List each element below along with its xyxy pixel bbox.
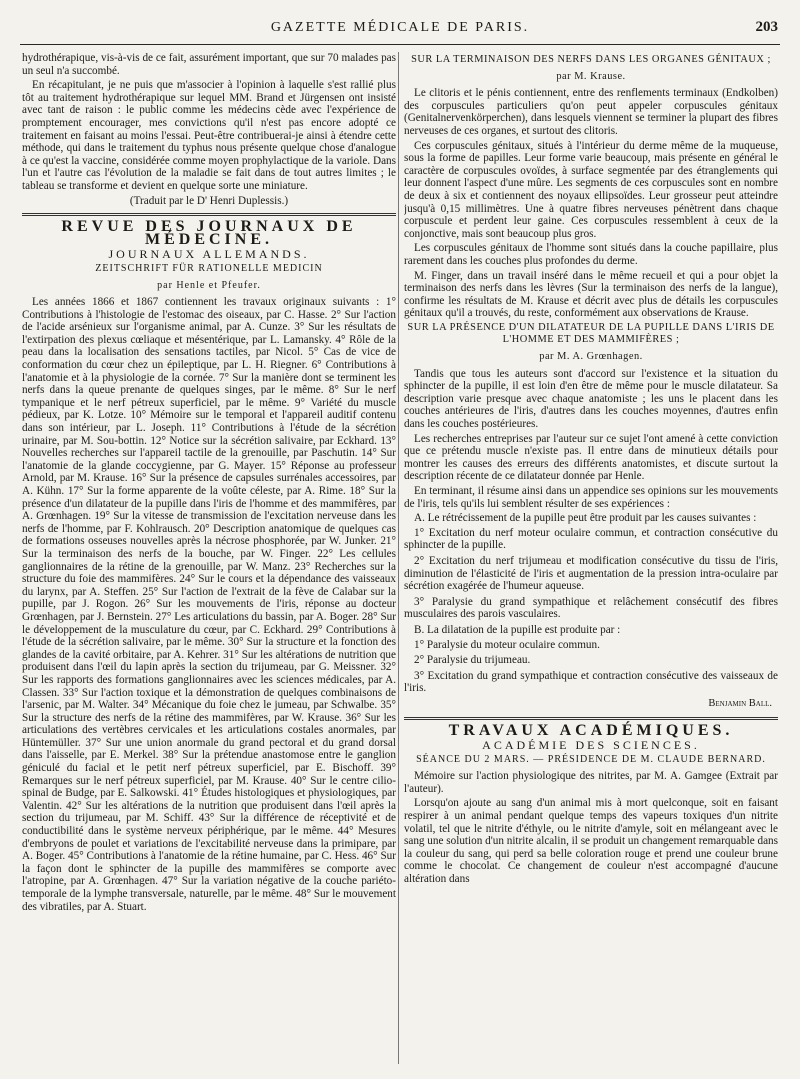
- page-number: 203: [755, 19, 778, 35]
- article-2-item-4: 1° Paralysie du moteur oculaire commun.: [414, 638, 600, 651]
- left-column: [22, 52, 396, 1064]
- article-2-paragraph-1: Tandis que tous les auteurs sont d'accord sur l'existence et la situation du sphincter de la pupille, il est loin d'en être de même pour le muscle dilatateur. Sa description varie presque avec chaque anatomiste ; les uns le placent dans les couches antérieures de l'iris, d'autres dans les couches moyennes, d'autres enfin dans les couches postérieures.: [404, 367, 778, 431]
- article-2-paragraph-2: Les recherches entreprises par l'auteur sur ce sujet l'ont amené à cette conviction que ce prétendu muscle n'existe pas. Il entre dans de minutieux détails pour montrer les causes des erreurs des différents anatomistes, et discute surtout la description récente de ce dilatateur donnée par Henle.: [404, 432, 778, 483]
- contents-list: Les années 1866 et 1867 contiennent les travaux originaux suivants : 1° Contributions à l'histologie de l'estomac des oiseaux, par C. Hasse. 2° Sur l'action de l'acide arsénieux sur l'organisme animal, par A. Cunze. 3° Sur les résultats de l'extirpation des plexus cœliaque et mésentérique, par L. Lamansky. 4° Rôle de la peau dans la localisation des sensations tactiles, par Nicol. 5° Cas de vice de conformation du cœur chez un épileptique, par L. H. Riegner. 6° Contributions à l'anatomie et à la physiologie de la cornée. 7° Sur la manière dont se terminent les nerfs dans la queue prenante de quelques singes, par le même. 8° Sur le nerf tympanique et le nerf pétreux superficiel, par le même. 9° Variété du muscle pédieux, par K. Lotze. 10° Mémoire sur le temporal et l'appareil auditif contenu dans son intérieur, par L. Joseph. 11° Contributions à l'étude de la sécrétion urinaire, par M. Sou-bottin. 12° Notice sur la sécrétion salivaire, par Eckhard. 13° Nouvelles recherches sur l'appareil tactile de la grenouille, par Paschutin. 14° Sur l'anatomie de la glande coccygienne, par G. Mayer. 15° Réponse au professeur Arnold, par M. Krause. 16° Sur la présence de capsules surrénales accessoires, par A. Kühn. 17° Sur la forme apparente de la voûte céleste, par A. Rime. 18° Sur la présence d'un dilatateur de la pupille dans l'iris de l'homme et des mammifères, par A. Grœnhagen. 19° Sur la vitesse de transmission de l'excitation nerveuse dans les nerfs de l'homme, par F. Kohlrausch. 20° Description anatomique de quelques cas de formations osseuses nouvelles après la nécrose phosphorée, par W. Junker. 21° Sur la terminaison des nerfs de la bouche, par W. Finger. 22° Les cellules ganglionnaires de la rétine de la grenouille, par W. Manz. 23° Recherches sur la structure du foie des mammifères. 24° Sur le cours et la dépendance des vaisseaux du larynx, par A. Steffen. 25° Sur l'action de l'extrait de la fève de Calabar sur la pupille, par J. Rogon. 26° Sur les mouvements de l'iris, réponse au docteur Grœnhagen, par J. Bernstein. 27° Les articulations du bassin, par A. Boger. 28° Sur le développement de la musculature du cœur, par C. Eckhard. 29° Contributions à l'étude de la sécrétion salivaire, par le même. 30° Sur la structure et la fonction des glandes de la cavité orbitaire, par A. Kehrer. 31° Sur les altérations de nutrition que produisent dans l'œil du lapin après la section du trijumeau, par G. Meissner. 32° Sur les rapports des formations ganglionnaires avec les sciences médicales, par A. Classen. 33° Sur l'action toxique et la démonstration de quelques combinaisons de l'arsenic, par M. Walter. 34° Mécanique du foie chez le jumeau, par Schwalbe. 35° Sur la structure des nerfs de la rétine des mammifères, par W. Krause. 36° Sur les articulations des vertèbres cervicales et les articulations costales anormales, par Hüntemüller. 37° Sur une union anormale du grand pectoral et du grand dorsal dans l'aisselle, par E. Merkel. 38° Sur la prétendue anastomose entre le ganglion géniculé du facial et le petit nerf pétreux superficiel, par E. Bischoff. 39° Remarques sur le nerf pétreux superficiel, par M. Krause. 40° Sur le centre cilio-spinal de Budge, par E. Salkowski. 41° Études histologiques et physiologiques, par Valentin. 42° Sur les altérations de la nutrition que produisent dans l'œil après la section du trijumeau, par M. Schiff. 43° Sur la différence de réceptivité et de conductibilité dans le système nerveux périphérique, par le même. 44° Mesures d'embryons de poulet et variations de l'excitabilité nerveuse dans la primipare, par A. Boger. 45° Contributions à l'anatomie de la rétine humaine, par C. Hess. 46° Sur la façon dont le sphincter de la pupille des mammifères se comporte avec l'atropine, par A. Grœnhagen. 47° Sur la variation négative de la couche pariéto-temporale de la lymphe transversale, naturelle, par le même. 48° Sur le mouvement des vibratiles, par A. Stuart.: [22, 296, 396, 913]
- article-1-author: par M. Krause.: [556, 70, 626, 82]
- article-1-paragraph-3: Les corpuscules génitaux de l'homme sont situés dans la couche papillaire, plus rarement dans les couches plus profondes du derme.: [404, 242, 778, 267]
- translator-note: (Traduit par le D' Henri Duplessis.): [129, 194, 289, 207]
- article-1-paragraph-1: Le clitoris et le pénis contiennent, entre des renflements terminaux (Endkolben) des corpuscules particuliers qu'on peut appeler corpuscules génitaux (Genitalnervenkörperchen), dans lesquels viennent se terminer la plupart des fibres nerveuses de ces organes, et surtout des clitoris.: [404, 87, 778, 137]
- academy-subtitle: ACADÉMIE DES SCIENCES.: [482, 738, 700, 753]
- article-2-signature: Benjamin Ball.: [708, 697, 772, 709]
- academy-title: TRAVAUX ACADÉMIQUES.: [448, 721, 734, 739]
- review-title: REVUE DES JOURNAUX DE MÉDECINE.: [61, 218, 357, 248]
- article-1-title: SUR LA TERMINAISON DES NERFS DANS LES ORGANES GÉNITAUX ;: [411, 54, 771, 65]
- academy-session: SÉANCE DU 2 MARS. — PRÉSIDENCE DE M. CLAUDE BERNARD.: [416, 753, 766, 765]
- article-2-item-5: 2° Paralysie du trijumeau.: [414, 654, 531, 667]
- article-1-paragraph-4: M. Finger, dans un travail inséré dans le même recueil et qui a pour objet la terminaison des nerfs dans les lèvres (Sur la terminaison des nerfs de la langue), confirme les résultats de M. Krause et décrit avec plus de détails les corpuscules génitaux qu'il a trouvés, du reste, conformément aux observations de Krause.: [404, 269, 778, 320]
- section-divider: [22, 213, 396, 216]
- article-2-paragraph-3: En terminant, il résume ainsi dans un appendice ses opinions sur les mouvements de l'iris, tels qu'ils lui semblent résulter de ses expériences :: [404, 485, 778, 510]
- article-2-paragraph-4: A. Le rétrécissement de la pupille peut être produit par les causes suivantes :: [414, 512, 757, 525]
- review-subtitle: JOURNAUX ALLEMANDS.: [108, 247, 310, 262]
- page-header: [20, 18, 780, 45]
- academy-paragraph-2: Lorsqu'on ajoute au sang d'un animal mis à mort quelconque, soit en faisant respirer à un animal pendant quelque temps des vapeurs toxiques d'un nitrite volatil, tel que le nitrite d'éthyle, ou le nitrite d'amyle, soit en mélangeant avec le sang une solution d'un nitrite alcalin, il se produit un changement remarquable dans la couleur du sang, qui perd sa belle coloration rouge et prend une couleur brune comme le chocolat. Ce changement de couleur n'est accompagné d'aucune altération dans: [404, 797, 778, 886]
- article-2-item-3: 3° Paralysie du grand sympathique et relâchement consécutif des fibres musculaires des parois vasculaires.: [404, 595, 778, 621]
- article-2-item-1: 1° Excitation du nerf moteur oculaire commun, et contraction consécutive du sphincter de la pupille.: [404, 526, 778, 552]
- article-2-item-6: 3° Excitation du grand sympathique et contraction consécutive des vaisseaux de l'iris.: [404, 669, 778, 695]
- running-title: GAZETTE MÉDICALE DE PARIS.: [270, 20, 530, 35]
- article-2-author: par M. A. Grœnhagen.: [539, 351, 643, 363]
- column-divider: [398, 52, 399, 1064]
- journal-editors: par Henle et Pfeufer.: [157, 279, 261, 291]
- article-2-item-2: 2° Excitation du nerf trijumeau et modification consécutive du tissu de l'iris, diminution de l'élasticité de l'iris et augmentation de la pression intra-oculaire par sécrétion exagérée de l'humeur aqueuse.: [404, 554, 778, 593]
- article-2-title: SUR LA PRÉSENCE D'UN DILATATEUR DE LA PUPILLE DANS L'IRIS DE L'HOMME ET DES MAMMIFÈRES ;: [407, 321, 775, 346]
- intro-paragraph-2: En récapitulant, je ne puis que m'associer à l'opinion à laquelle s'est rallié plus tôt au traitement hydrothérapique sur lequel MM. Brand et Jürgensen ont insisté avec tant de raison : le public comme les médecins cède avec l'expérience de promptement encourager, mes convictions qu'il n'est pas encore adopté ce traitement en faisant au moins l'essai. Peut-être contribuerai-je ainsi à étendre cette méthode, qui dans le traitement du typhus nous présente quelque chose d'analogue à ce qu'est la vaccine, considérée comme moyen prophylactique de la variole. Dans l'un et l'autre cas l'évolution de la maladie se fait dans de tout autres limites ; le tableau se transforme et devient en quelque sorte une miniature.: [22, 79, 396, 192]
- right-column: [404, 52, 778, 1064]
- article-1-paragraph-2: Ces corpuscules génitaux, situés à l'intérieur du derme même de la muqueuse, sous la forme de papilles. Leur forme varie beaucoup, mais présente en général le caractère de corpuscules ovoïdes, à surface segmentée par des étranglements qui leur donnent l'aspect d'une mûre. Les segments de ces corpuscules sont en nombre de deux à six et contiennent des noyaux ellipsoïdes. Leur grosseur peut atteindre jusqu'à 0,15 millimètres. Une à quatre fibres nerveuses pénètrent dans chaque corpuscule et perdent leur gaine. Ces corpuscules ressemblent à ceux de la conjonctive, mais sont beaucoup plus gros.: [404, 139, 778, 240]
- journal-title: ZEITSCHRIFT FÜR RATIONELLE MEDICIN: [95, 262, 323, 274]
- article-2-paragraph-5: B. La dilatation de la pupille est produite par :: [414, 623, 621, 636]
- intro-paragraph-1: hydrothérapique, vis-à-vis de ce fait, assurément important, que sur 70 malades pas un seul n'a succombé.: [22, 52, 396, 77]
- section-divider: [404, 717, 778, 720]
- academy-paragraph-1: Mémoire sur l'action physiologique des nitrites, par M. A. Gamgee (Extrait par l'auteur).: [404, 770, 778, 795]
